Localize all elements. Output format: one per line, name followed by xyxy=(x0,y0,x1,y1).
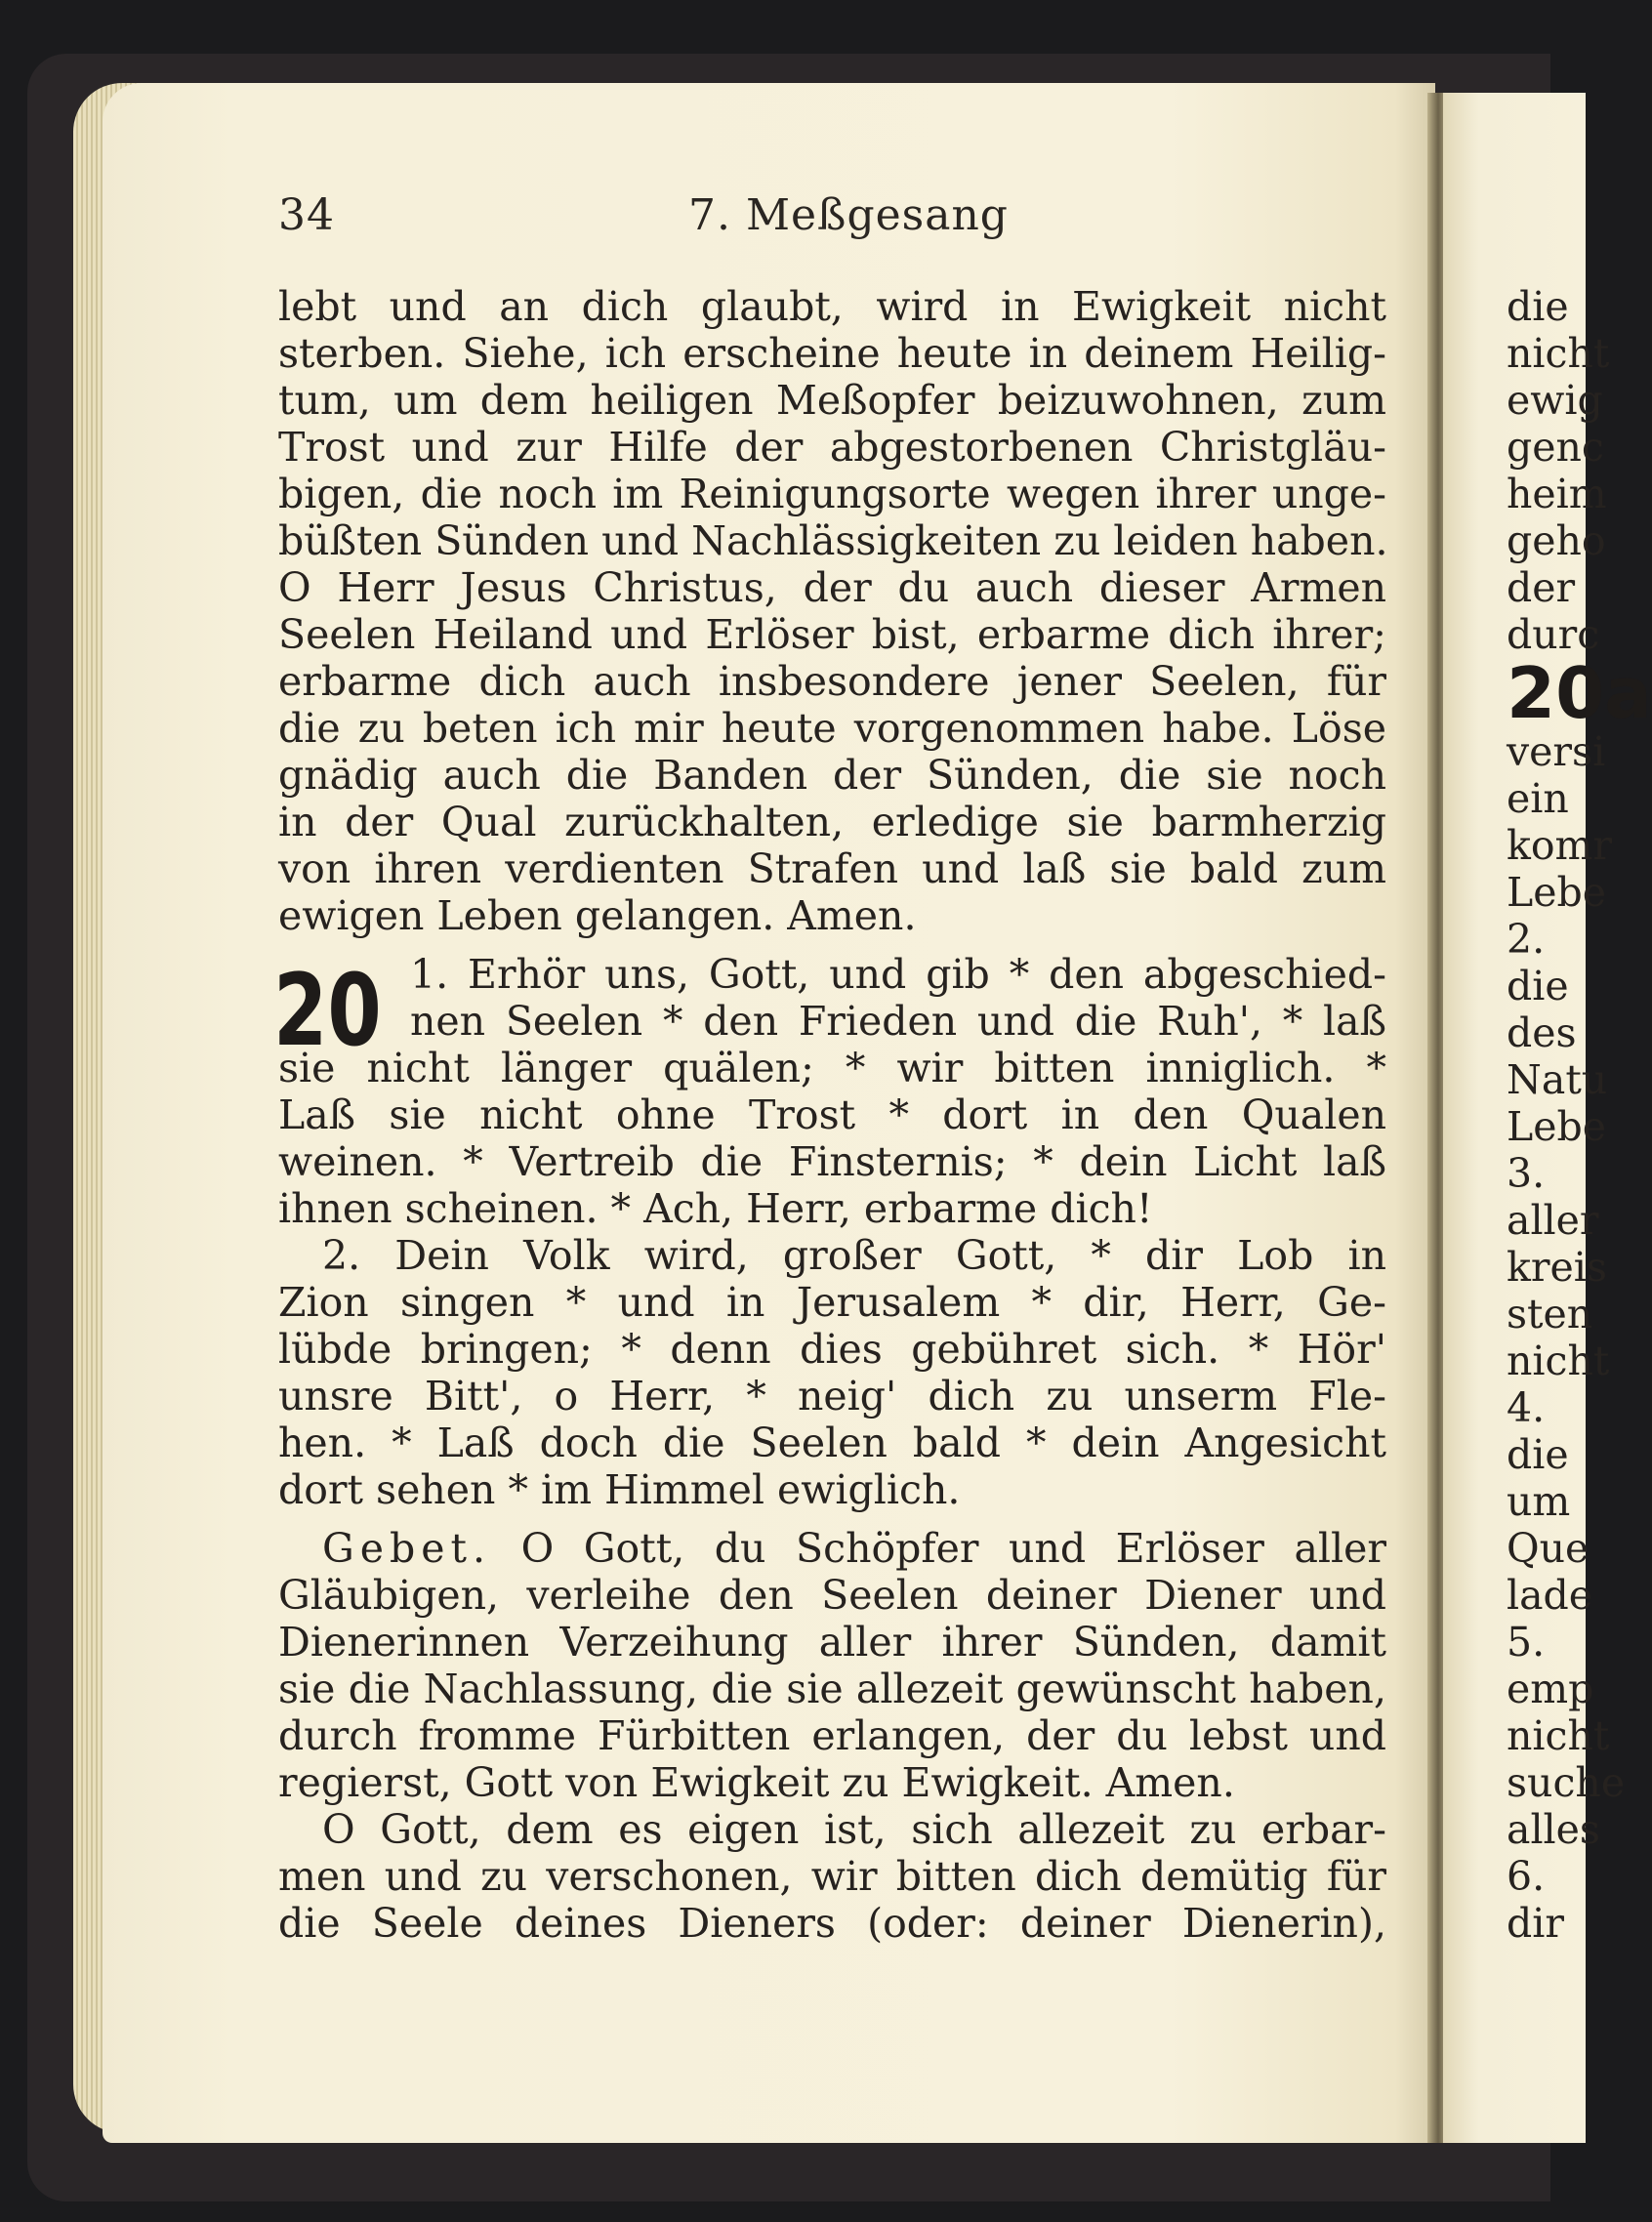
text-line: Laß sie nicht ohne Trost * dort in den Qualen xyxy=(278,1091,1386,1138)
hymn-number: 20 xyxy=(273,953,382,1069)
text-line: hen. * Laß doch die Seelen bald * dein Angesicht xyxy=(278,1420,1386,1466)
text-line: sterben. Siehe, ich erscheine heute in deinem Heilig- xyxy=(278,330,1386,377)
facing-text-line: kreis xyxy=(1507,1244,1607,1291)
prayer-paragraph-1 xyxy=(278,1525,1386,1806)
text-line: die zu beten ich mir heute vorgenommen habe. Löse xyxy=(278,705,1386,752)
facing-text-line: 4. xyxy=(1507,1384,1546,1431)
text-line: dort sehen * im Himmel ewiglich. xyxy=(278,1466,961,1513)
text-line: 2. Dein Volk wird, großer Gott, * dir Lob in xyxy=(322,1232,1386,1279)
facing-text-line: aller xyxy=(1507,1197,1599,1244)
facing-text-line: durc xyxy=(1507,611,1600,658)
facing-text-line: nicht xyxy=(1507,330,1610,377)
text-line: büßten Sünden und Nachlässigkeiten zu leiden haben. xyxy=(278,517,1388,564)
facing-text-line: geho xyxy=(1507,517,1606,564)
intro-prayer-paragraph xyxy=(278,283,1386,939)
text-line: ewigen Leben gelangen. Amen. xyxy=(278,892,917,939)
facing-text-line: emp xyxy=(1507,1666,1594,1712)
facing-text-line: sten xyxy=(1507,1291,1593,1337)
text-line: sie nicht länger quälen; * wir bitten inniglich. * xyxy=(278,1045,1386,1091)
facing-text-line: ewig xyxy=(1507,377,1603,424)
facing-text-line: dir xyxy=(1507,1900,1564,1947)
facing-text-line: Lebe xyxy=(1507,1103,1606,1150)
facing-text-line: die xyxy=(1507,283,1569,330)
facing-text-line: des xyxy=(1507,1009,1577,1056)
page-number: 34 xyxy=(278,190,335,240)
prayer-label: Gebet. xyxy=(322,1525,492,1572)
text-line: weinen. * Vertreib die Finsternis; * dein Licht laß xyxy=(278,1138,1386,1185)
text-line: Trost und zur Hilfe der abgestorbenen Christgläu- xyxy=(278,424,1386,471)
text-line: Gläubigen, verleihe den Seelen deiner Diener und xyxy=(278,1572,1386,1619)
prayer-paragraph-2 xyxy=(278,1806,1386,1947)
text-line: lebt und an dich glaubt, wird in Ewigkeit nicht xyxy=(278,283,1386,330)
facing-text-line: 3. xyxy=(1507,1150,1546,1197)
hymn-verse-2 xyxy=(278,1232,1386,1513)
text-line: 1. Erhör uns, Gott, und gib * den abgeschied- xyxy=(410,951,1386,998)
facing-text-line: versi xyxy=(1507,728,1606,775)
text-line: gnädig auch die Banden der Sünden, die sie noch xyxy=(278,752,1386,799)
facing-text-line: Que xyxy=(1507,1525,1590,1572)
facing-page-text xyxy=(1507,283,1652,1947)
prayer-first-line: O Gott, du Schöpfer und Erlöser aller xyxy=(491,1525,1386,1572)
text-line: nen Seelen * den Frieden und die Ruh', * laß xyxy=(410,998,1386,1045)
facing-text-line: genc xyxy=(1507,424,1604,471)
facing-text-line: komr xyxy=(1507,822,1613,869)
facing-hymn-number: 20a xyxy=(1507,652,1652,734)
text-line: ihnen scheinen. * Ach, Herr, erbarme dich! xyxy=(278,1185,1153,1232)
facing-text-line: der xyxy=(1507,564,1576,611)
text-line: Dienerinnen Verzeihung aller ihrer Sünden, damit xyxy=(278,1619,1386,1666)
main-text xyxy=(278,283,1386,1947)
text-line: erbarme dich auch insbesondere jener Seelen, für xyxy=(278,658,1386,705)
facing-text-line: 5. xyxy=(1507,1619,1546,1666)
facing-text-line: nicht xyxy=(1507,1337,1610,1384)
facing-text-line: ein xyxy=(1507,775,1569,822)
text-line: die Seele deines Dieners (oder: deiner Dienerin), xyxy=(278,1900,1386,1947)
text-line: von ihren verdienten Strafen und laß sie bald zum xyxy=(278,845,1386,892)
text-line: unsre Bitt', o Herr, * neig' dich zu unserm Fle- xyxy=(278,1373,1386,1420)
text-line: regierst, Gott von Ewigkeit zu Ewigkeit. Amen. xyxy=(278,1759,1235,1806)
facing-text-line: nicht xyxy=(1507,1712,1610,1759)
facing-text-line: 6. xyxy=(1507,1853,1546,1900)
text-line: lübde bringen; * denn dies gebühret sich. * Hör' xyxy=(278,1326,1386,1373)
text-line: tum, um dem heiligen Meßopfer beizuwohnen, zum xyxy=(278,377,1386,424)
facing-text-line: 2. xyxy=(1507,916,1546,963)
facing-text-line: suche xyxy=(1507,1759,1626,1806)
text-line: bigen, die noch im Reinigungsorte wegen ihrer unge- xyxy=(278,471,1386,517)
text-line: O Gott, dem es eigen ist, sich allezeit zu erbar- xyxy=(322,1806,1386,1853)
facing-text-line: lade xyxy=(1507,1572,1593,1619)
text-line: durch fromme Fürbitten erlangen, der du lebst und xyxy=(278,1712,1386,1759)
facing-text-line: die xyxy=(1507,963,1569,1009)
text-line: sie die Nachlassung, die sie allezeit gewünscht haben, xyxy=(278,1666,1386,1712)
text-line: in der Qual zurückhalten, erledige sie barmherzig xyxy=(278,799,1386,845)
text-line xyxy=(278,1525,1386,1572)
text-line: O Herr Jesus Christus, der du auch dieser Armen xyxy=(278,564,1386,611)
facing-text-line: die xyxy=(1507,1431,1569,1478)
facing-text-line: Lebe xyxy=(1507,869,1606,916)
running-title: 7. Meßgesang xyxy=(688,190,1009,240)
facing-text-line: alles xyxy=(1507,1806,1600,1853)
text-line: men und zu verschonen, wir bitten dich demütig für xyxy=(278,1853,1386,1900)
text-line: Seelen Heiland und Erlöser bist, erbarme dich ihrer; xyxy=(278,611,1386,658)
facing-text-line: um xyxy=(1507,1478,1571,1525)
facing-text-line: Natu xyxy=(1507,1056,1608,1103)
facing-text-line: heim xyxy=(1507,471,1607,517)
hymn-verse-1 xyxy=(278,951,1386,1232)
text-line: Zion singen * und in Jerusalem * dir, Herr, Ge- xyxy=(278,1279,1386,1326)
